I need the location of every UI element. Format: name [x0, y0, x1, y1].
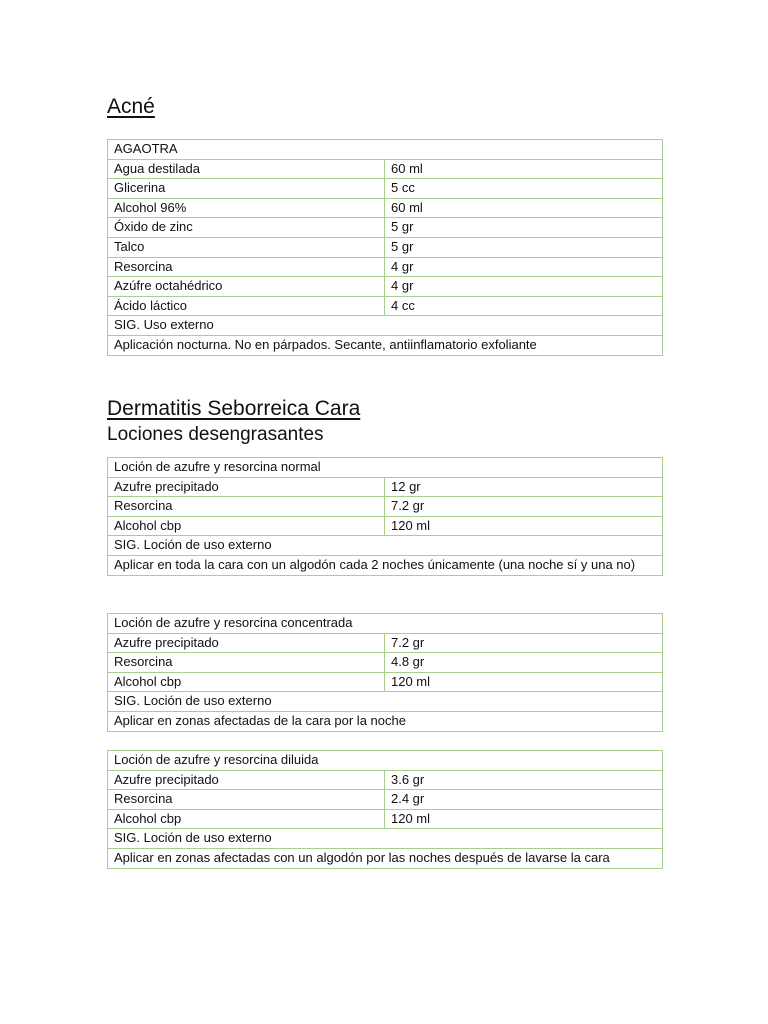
ingredient-amount: 12 gr — [385, 477, 663, 497]
sig-text: SIG. Loción de uso externo — [108, 536, 663, 556]
table-row — [108, 653, 663, 673]
ingredient-amount: 5 cc — [385, 179, 663, 199]
sig-row — [108, 536, 663, 556]
ingredient-name: Resorcina — [108, 257, 385, 277]
acne-heading: Acné — [107, 95, 155, 118]
sig-text: SIG. Loción de uso externo — [108, 692, 663, 712]
ingredient-amount: 3.6 gr — [385, 770, 663, 790]
ingredient-name: Azúfre octahédrico — [108, 277, 385, 297]
ingredient-name: Ácido láctico — [108, 296, 385, 316]
table-row — [108, 790, 663, 810]
locion-diluida-table — [107, 750, 663, 869]
table-row — [108, 809, 663, 829]
table-row — [108, 672, 663, 692]
ingredient-name: Azufre precipitado — [108, 770, 385, 790]
ingredient-amount: 5 gr — [385, 218, 663, 238]
sig-row — [108, 829, 663, 849]
table-title: Loción de azufre y resorcina normal — [108, 458, 663, 478]
sig-row — [108, 316, 663, 336]
ingredient-name: Alcohol cbp — [108, 516, 385, 536]
ingredient-amount: 2.4 gr — [385, 790, 663, 810]
ingredient-name: Alcohol 96% — [108, 198, 385, 218]
table-row — [108, 497, 663, 517]
table-title: Loción de azufre y resorcina diluida — [108, 751, 663, 771]
ingredient-name: Óxido de zinc — [108, 218, 385, 238]
ingredient-amount: 120 ml — [385, 516, 663, 536]
table-row — [108, 770, 663, 790]
table-title-row — [108, 140, 663, 160]
ingredient-amount: 120 ml — [385, 809, 663, 829]
ingredient-amount: 7.2 gr — [385, 497, 663, 517]
table-row — [108, 633, 663, 653]
table-title-row — [108, 458, 663, 478]
ingredient-name: Azufre precipitado — [108, 633, 385, 653]
table-row — [108, 516, 663, 536]
table-title-row — [108, 751, 663, 771]
table-title: AGAOTRA — [108, 140, 663, 160]
ingredient-name: Talco — [108, 237, 385, 257]
note-text: Aplicación nocturna. No en párpados. Secante, antiinflamatorio exfoliante — [108, 335, 663, 355]
note-text: Aplicar en zonas afectadas con un algodón por las noches después de lavarse la cara — [108, 848, 663, 868]
table-row — [108, 296, 663, 316]
sig-row — [108, 692, 663, 712]
dermatitis-heading: Dermatitis Seborreica Cara — [107, 397, 361, 420]
table-title: Loción de azufre y resorcina concentrada — [108, 614, 663, 634]
table-row — [108, 277, 663, 297]
lociones-subheading: Lociones desengrasantes — [107, 424, 324, 445]
ingredient-name: Resorcina — [108, 790, 385, 810]
ingredient-amount: 120 ml — [385, 672, 663, 692]
ingredient-amount: 60 ml — [385, 159, 663, 179]
ingredient-name: Alcohol cbp — [108, 672, 385, 692]
table-row — [108, 179, 663, 199]
table-row — [108, 257, 663, 277]
ingredient-amount: 4.8 gr — [385, 653, 663, 673]
note-text: Aplicar en zonas afectadas de la cara por la noche — [108, 711, 663, 731]
locion-concentrada-table — [107, 613, 663, 732]
note-row — [108, 711, 663, 731]
note-row — [108, 555, 663, 575]
table-title-row — [108, 614, 663, 634]
note-text: Aplicar en toda la cara con un algodón cada 2 noches únicamente (una noche sí y una no) — [108, 555, 663, 575]
table-row — [108, 237, 663, 257]
ingredient-name: Resorcina — [108, 497, 385, 517]
ingredient-amount: 4 gr — [385, 257, 663, 277]
table-row — [108, 159, 663, 179]
note-row — [108, 848, 663, 868]
ingredient-amount: 60 ml — [385, 198, 663, 218]
ingredient-name: Glicerina — [108, 179, 385, 199]
ingredient-amount: 4 cc — [385, 296, 663, 316]
agaotra-table — [107, 139, 663, 356]
ingredient-amount: 5 gr — [385, 237, 663, 257]
ingredient-amount: 4 gr — [385, 277, 663, 297]
sig-text: SIG. Uso externo — [108, 316, 663, 336]
table-row — [108, 198, 663, 218]
ingredient-name: Azufre precipitado — [108, 477, 385, 497]
ingredient-name: Agua destilada — [108, 159, 385, 179]
locion-normal-table — [107, 457, 663, 576]
table-row — [108, 477, 663, 497]
ingredient-name: Alcohol cbp — [108, 809, 385, 829]
table-row — [108, 218, 663, 238]
note-row — [108, 335, 663, 355]
ingredient-amount: 7.2 gr — [385, 633, 663, 653]
sig-text: SIG. Loción de uso externo — [108, 829, 663, 849]
ingredient-name: Resorcina — [108, 653, 385, 673]
